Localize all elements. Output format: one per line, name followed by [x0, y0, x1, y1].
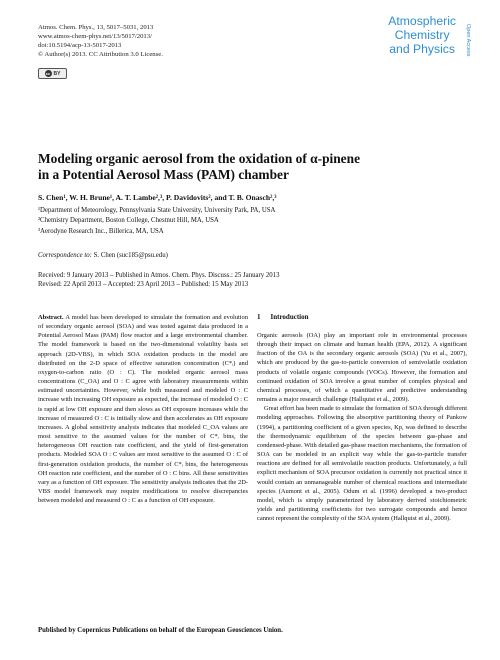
- title-line: in a Potential Aerosol Mass (PAM) chamber: [38, 167, 289, 182]
- title-line: Modeling organic aerosol from the oxidation of α-pinene: [38, 151, 361, 166]
- open-access-label: [461, 24, 471, 76]
- journal-logo: [388, 14, 456, 57]
- cc-badge-label: BY: [53, 70, 61, 77]
- license-line: © Author(s) 2013. CC Attribution 3.0 License.: [38, 50, 163, 58]
- abstract: [38, 313, 248, 505]
- affiliations: [38, 206, 275, 237]
- journal-name-line: and Physics: [389, 42, 455, 57]
- affiliation: ³Aerodyne Research Inc., Billerica, MA, USA: [38, 227, 164, 235]
- paper-title: [38, 151, 458, 183]
- dates-line: Revised: 22 April 2013 – Accepted: 23 April 2013 – Published: 15 May 2013: [38, 281, 249, 289]
- dates-line: Received: 9 January 2013 – Published in Atmos. Chem. Phys. Discuss.: 25 January 2013: [38, 272, 280, 279]
- publisher-footer: Published by Copernicus Publications on behalf of the European Geosciences Union.: [38, 627, 283, 634]
- intro-paragraph: Great effort has been made to simulate the formation of SOA through different modeling approaches. Following the absorptive partitioning theory of Pankow (1994), a partitioning coefficient of a given species, Kp, was defined to describe the thermodynamic equilibrium of the species between gas-phase and condensed-phase. With detailed gas-phase reaction mechanisms, the formation of SOA can be modeled in an explicit way while the gas-to-particle transfer reactions are defined for all semivolatile reaction products. Unfortunately, a full explicit mechanism of SOA precursor oxidation is currently not practical since it would contain an unmanageable number of chemical reactions and intermediate species (Aumont et al., 2005). Odum et al. (1996) developed a two-product model, which is simply parameterized by laboratory derived stoichiometric yields and partitioning coefficients for two surrogate compounds and hence cannot represent the complexity of the SOA system (Hallquist et al., 2009).: [257, 405, 467, 523]
- journal-name-line: Atmospheric: [388, 14, 456, 28]
- publication-dates: [38, 271, 279, 289]
- doi-line[interactable]: doi:10.5194/acp-13-5017-2013: [38, 41, 122, 49]
- introduction-text: [257, 331, 467, 523]
- author-list: S. Chen¹, W. H. Brune¹, A. T. Lambe²,³, P. Davidovits², and T. B. Onasch²,³: [38, 193, 277, 202]
- citation-line: Atmos. Chem. Phys., 13, 5017–5031, 2013: [38, 24, 154, 31]
- affiliation: ²Chemistry Department, Boston College, Chestnut Hill, MA, USA: [38, 217, 219, 225]
- abstract-paragraph: [38, 313, 248, 505]
- affiliation: ¹Department of Meteorology, Pennsylvania State University, University Park, PA, USA: [38, 207, 276, 214]
- open-access-text: Open Access: [465, 24, 471, 57]
- section-heading: [257, 313, 309, 321]
- citation-metadata: [38, 24, 163, 60]
- abstract-label: Abstract.: [38, 314, 64, 321]
- section-number: 1: [257, 313, 261, 321]
- cc-license-badge: [38, 68, 67, 79]
- journal-url[interactable]: www.atmos-chem-phys.net/13/5017/2013/: [38, 32, 152, 40]
- intro-paragraph: Organic aerosols (OA) play an important role in environmental processes through their impact on climate and human health (EPA, 2012). A significant fraction of the OA is the secondary organic aerosols (SOA) (Yu et al., 2007), which are produced by the gas-to-particle conversion of semivolatile oxidation products of volatile organic compounds (VOCs). However, the formation and continued oxidation of SOA involve a great number of complex physical and chemical processes, of which a quantitative and predictive understanding remains a major research challenge (Hallquist et al., 2009).: [257, 332, 467, 404]
- cc-icon: cc: [45, 71, 51, 76]
- correspondence-email[interactable]: S. Chen (suc185@psu.edu): [91, 252, 168, 259]
- section-title: Introduction: [270, 313, 309, 321]
- journal-name-line: Chemistry: [394, 28, 450, 43]
- correspondence-label: Correspondence to:: [38, 252, 92, 259]
- correspondence: [38, 252, 168, 259]
- abstract-body: A model has been developed to simulate the formation and evolution of secondary organic aerosol (SOA) and was tested against data produced in a Potential Aerosol Mass (PAM) flow reactor and a large environmental chamber. The model framework is based on the two-dimensional volatility basis set approach (2D-VBS), in which SOA oxidation products in the model are distributed on the 2-D space of effective saturation concentration (C*ᵢ) and oxygen-to-carbon ratio (O : C). The modeled organic aerosol mass concentrations (C_OA) and O : C agree with laboratory measurements within estimated uncertainties. However, while both measured and modeled O : C increase with increasing OH exposure as expected, the increase of modeled O : C is rapid at low OH exposure and then slows as OH exposure increases while the increase of measured O : C is initially slow and then accelerates as OH exposure increases. A global sensitivity analysis indicates that modeled C_OA values are most sensitive to the assumed values for the number of C*ᵢ bins, the heterogeneous OH reaction rate coefficient, and the yield of first-generation products. Modeled SOA O : C values are most sensitive to the assumed O : C of first-generation oxidation products, the number of C*ᵢ bins, the heterogeneous OH reaction rate coefficient, and the number of O : C bins. All these sensitivities vary as a function of OH exposure. The sensitivity analysis indicates that the 2D-VBS model framework may require modifications to resolve discrepancies between modeled and measured O : C as a function of OH exposure.: [38, 314, 248, 505]
